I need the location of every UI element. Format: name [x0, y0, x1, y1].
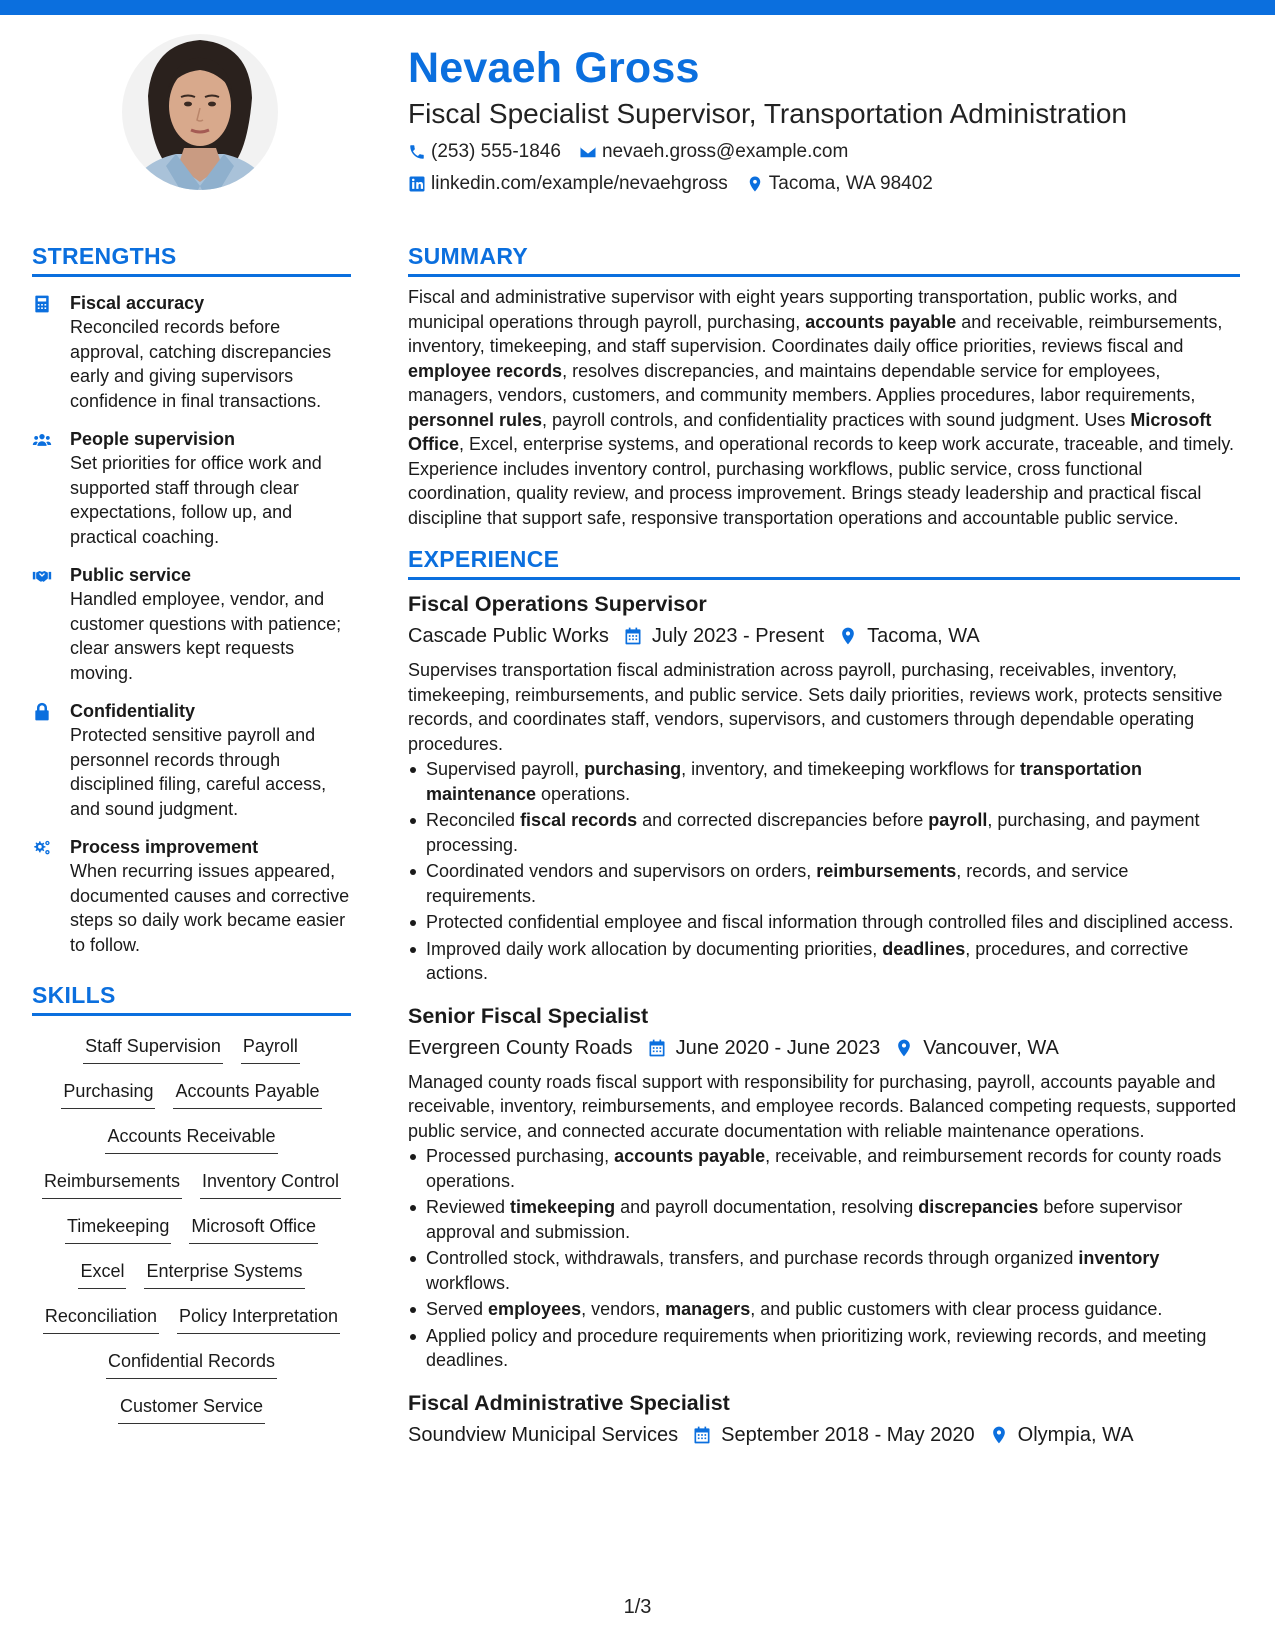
experience-list	[408, 590, 1240, 1449]
bold-phrase: accounts payable	[805, 311, 957, 332]
strength-text: Reconciled records before approval, catching discrepancies early and giving supervisors confidence in final transactions.	[70, 317, 332, 411]
location-text: Vancouver, WA	[923, 1036, 1059, 1059]
phone-contact	[408, 141, 561, 163]
skill-tag: Excel	[78, 1259, 126, 1289]
skills-divider	[32, 1013, 351, 1016]
skill-tag: Customer Service	[118, 1394, 265, 1424]
bold-phrase: employees	[488, 1299, 582, 1319]
text-run: Applied policy and procedure requirements when prioritizing work, reviewing records, and meeting deadlines.	[426, 1325, 1207, 1370]
linkedin-icon	[408, 175, 426, 193]
linkedin-url[interactable]: linkedin.com/example/nevaehgross	[431, 173, 728, 194]
job-bullets	[408, 1144, 1240, 1373]
text-run: , inventory, and timekeeping workflows for	[681, 759, 1020, 779]
text-run: , resolves discrepancies, and maintains dependable service for employees, managers, vendors, customers, and community members. Applies procedures, labor requirements,	[408, 360, 1196, 405]
skill-row	[32, 1394, 351, 1439]
users-icon	[32, 430, 52, 450]
profile-photo	[118, 26, 282, 206]
skill-tag: Microsoft Office	[189, 1214, 318, 1244]
experience-heading: EXPERIENCE	[408, 546, 560, 572]
experience-divider	[408, 577, 1240, 580]
skill-row	[32, 1034, 351, 1079]
job-title: Fiscal Administrative Specialist	[408, 1390, 730, 1415]
skill-tag: Confidential Records	[106, 1349, 277, 1379]
skill-row	[32, 1169, 351, 1214]
bullet-item	[408, 1246, 1240, 1295]
text-run: operations.	[536, 783, 631, 804]
strength-title: Process improvement	[70, 837, 259, 857]
email-contact[interactable]	[579, 141, 848, 163]
bullet-item	[408, 757, 1240, 806]
skill-tag: Accounts Payable	[173, 1079, 321, 1109]
bold-phrase: personnel rules	[408, 409, 543, 430]
skill-tag: Inventory Control	[200, 1169, 341, 1199]
job-location	[987, 1421, 1134, 1449]
skill-row	[32, 1259, 351, 1304]
skill-tag: Policy Interpretation	[177, 1304, 340, 1334]
strength-text: Protected sensitive payroll and personnel records through disciplined filing, careful access, and sound judgment.	[70, 725, 327, 819]
strength-text: Set priorities for office work and supported staff through clear expectations, follow up, and practical coaching.	[70, 453, 322, 547]
text-run: , purchasing, and payment processing.	[426, 810, 1200, 855]
summary-heading: SUMMARY	[408, 243, 529, 269]
linkedin-contact[interactable]	[408, 173, 728, 195]
handshake-icon	[32, 566, 52, 586]
text-run: , and public customers with clear process guidance.	[750, 1299, 1163, 1319]
skill-tag: Timekeeping	[65, 1214, 171, 1244]
text-run: Processed purchasing,	[426, 1146, 615, 1166]
bullet-item	[408, 1297, 1240, 1322]
bullet-item	[408, 1195, 1240, 1244]
text-run: Coordinated vendors and supervisors on orders,	[426, 861, 817, 881]
map-pin-icon	[838, 626, 858, 646]
candidate-name: Nevaeh Gross	[408, 44, 700, 92]
top-accent-bar	[0, 0, 1275, 15]
company-name: Soundview Municipal Services	[408, 1423, 679, 1446]
lock-icon	[32, 702, 52, 722]
job-meta	[408, 622, 1240, 650]
text-run: , payroll controls, and confidentiality practices with sound judgment. Uses	[542, 409, 1131, 430]
text-run: Supervised payroll,	[426, 759, 585, 779]
strength-item	[32, 291, 351, 413]
text-run: , Excel, enterprise systems, and operational records to keep work accurate, traceable, and timely. Experience includes inventory control, purchasing workflows, public service, cross functional coordination, quality review, and process improvement. Brings steady leadership and practical fiscal discipline that support safe, responsive transportation operations and accountable public service.	[408, 434, 1235, 528]
bullet-item	[408, 1144, 1240, 1193]
text-run: Reconciled	[426, 810, 521, 830]
location-text: Tacoma, WA 98402	[768, 173, 933, 194]
text-run: , records, and service requirements.	[426, 861, 1129, 906]
skill-row	[32, 1124, 351, 1169]
bold-phrase: fiscal records	[520, 810, 638, 830]
skill-tag: Reimbursements	[42, 1169, 182, 1199]
text-run: , receivable, and reimbursement records for county roads operations.	[426, 1146, 1222, 1191]
job-description: Managed county roads fiscal support with responsibility for purchasing, payroll, accounts payable and receivable, inventory, reimbursements, and employee records. Balanced competing requests, supported public service, and connected accurate documentation with reliable maintenance operations.	[408, 1071, 1237, 1141]
envelope-icon	[579, 143, 597, 161]
page-number: 1/3	[623, 1596, 652, 1618]
dates-text: July 2023 - Present	[651, 625, 825, 647]
job-entry	[408, 1389, 1240, 1449]
calendar-icon	[692, 1425, 712, 1445]
contact-row-2	[408, 172, 1238, 196]
text-run: workflows.	[426, 1272, 511, 1293]
text-run: Protected confidential employee and fiscal information through controlled files and disciplined access.	[426, 912, 1234, 932]
text-run: , vendors,	[581, 1299, 666, 1319]
strength-title: Public service	[70, 565, 192, 585]
strength-title: Confidentiality	[70, 701, 195, 721]
right-column	[408, 242, 1240, 1449]
bullet-item	[408, 859, 1240, 908]
job-dates	[645, 1034, 881, 1062]
job-title: Senior Fiscal Specialist	[408, 1003, 649, 1028]
skill-tag: Staff Supervision	[83, 1034, 223, 1064]
job-bullets	[408, 757, 1240, 986]
strength-title: People supervision	[70, 429, 236, 449]
summary-text	[408, 285, 1240, 530]
skill-row	[32, 1349, 351, 1394]
bullet-item	[408, 937, 1240, 986]
company-name: Evergreen County Roads	[408, 1036, 633, 1059]
bullet-item	[408, 808, 1240, 857]
calendar-icon	[647, 1038, 667, 1058]
job-entry	[408, 1002, 1240, 1373]
strength-text: Handled employee, vendor, and customer questions with patience; clear answers kept requests moving.	[70, 589, 342, 683]
text-run: Fiscal and administrative supervisor with eight years supporting transportation, public works, and municipal operations through payroll, purchasing,	[408, 287, 1178, 332]
dates-text: September 2018 - May 2020	[721, 1423, 975, 1446]
skill-row	[32, 1214, 351, 1259]
bold-phrase: timekeeping	[510, 1197, 616, 1217]
skill-tag: Purchasing	[61, 1079, 155, 1109]
job-meta	[408, 1034, 1240, 1062]
skill-row	[32, 1079, 351, 1124]
bold-phrase: reimbursements	[816, 861, 957, 881]
left-column	[32, 242, 351, 1439]
map-pin-icon	[746, 175, 764, 193]
calculator-icon	[32, 294, 52, 314]
text-run: and payroll documentation, resolving	[615, 1197, 919, 1217]
contact-row-1	[408, 140, 1238, 164]
summary-divider	[408, 274, 1240, 277]
bullet-item	[408, 910, 1240, 935]
text-run: and corrected discrepancies before	[637, 810, 929, 830]
calendar-icon	[623, 626, 643, 646]
strength-title: Fiscal accuracy	[70, 293, 205, 313]
resume-header	[408, 42, 1238, 196]
bullet-item	[408, 1324, 1240, 1373]
job-description: Supervises transportation fiscal administration across payroll, purchasing, receivables, inventory, timekeeping, reimbursements, and public service. Sets daily priorities, reviews work, protects sensitive records, and coordinates staff, vendors, supervisors, and customers through dependable operating procedures.	[408, 660, 1223, 754]
job-dates	[690, 1421, 975, 1449]
strength-item	[32, 699, 351, 821]
job-title: Fiscal Operations Supervisor	[408, 592, 707, 616]
job-location	[892, 1034, 1059, 1062]
candidate-title: Fiscal Specialist Supervisor, Transportation Administration	[408, 98, 1127, 129]
bold-phrase: inventory	[1078, 1248, 1160, 1268]
skill-row	[32, 1304, 351, 1349]
dates-text: June 2020 - June 2023	[675, 1036, 881, 1059]
bold-phrase: accounts payable	[614, 1146, 766, 1166]
gears-icon	[32, 838, 52, 858]
skills-list	[32, 1034, 351, 1439]
bold-phrase: purchasing	[584, 759, 682, 779]
text-run: Reviewed	[426, 1197, 511, 1217]
location-text: Olympia, WA	[1017, 1423, 1134, 1446]
text-run: , procedures, and corrective actions.	[426, 938, 1189, 983]
skill-tag: Accounts Receivable	[105, 1124, 277, 1154]
phone-number: (253) 555-1846	[431, 141, 561, 162]
strength-item	[32, 563, 351, 685]
strength-text: When recurring issues appeared, documented causes and corrective steps so daily work became easier to follow.	[70, 861, 350, 955]
location-contact	[746, 173, 933, 195]
job-entry	[408, 590, 1240, 986]
job-meta	[408, 1421, 1240, 1449]
location-text: Tacoma, WA	[867, 625, 980, 647]
bold-phrase: Microsoft Office	[408, 409, 1212, 454]
text-run: Improved daily work allocation by documenting priorities,	[426, 938, 883, 959]
company-name: Cascade Public Works	[408, 625, 609, 647]
skill-tag: Reconciliation	[43, 1304, 159, 1334]
strengths-divider	[32, 274, 351, 277]
strength-item	[32, 427, 351, 549]
map-pin-icon	[989, 1425, 1009, 1445]
phone-icon	[408, 143, 426, 161]
job-location	[836, 622, 980, 650]
text-run: Served	[426, 1299, 489, 1319]
strengths-heading: STRENGTHS	[32, 243, 177, 269]
bold-phrase: managers	[665, 1299, 751, 1319]
bold-phrase: deadlines	[882, 938, 966, 959]
text-run: before supervisor approval and submission.	[426, 1197, 1183, 1242]
bold-phrase: discrepancies	[918, 1197, 1039, 1217]
text-run: and receivable, reimbursements, inventory, timekeeping, and staff supervision. Coordinates daily office priorities, reviews fiscal and	[408, 311, 1223, 356]
map-pin-icon	[894, 1038, 914, 1058]
skills-heading: SKILLS	[32, 982, 116, 1008]
job-dates	[621, 622, 824, 650]
strength-item	[32, 835, 351, 957]
bold-phrase: payroll	[928, 810, 988, 830]
email-address[interactable]: nevaeh.gross@example.com	[601, 141, 849, 162]
skill-tag: Enterprise Systems	[144, 1259, 304, 1289]
bold-phrase: employee records	[408, 360, 563, 381]
skill-tag: Payroll	[241, 1034, 300, 1064]
text-run: Controlled stock, withdrawals, transfers, and purchase records through organized	[426, 1248, 1079, 1268]
bold-phrase: transportation maintenance	[426, 759, 1142, 804]
